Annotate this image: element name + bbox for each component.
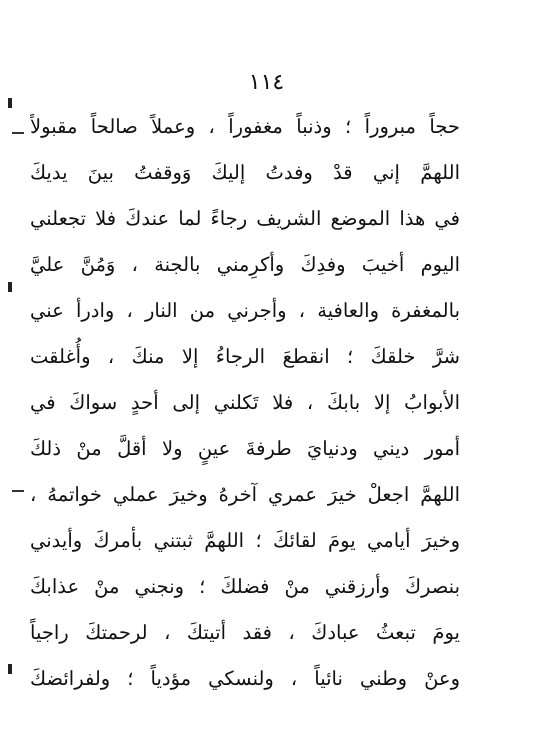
text-line: وعنْ وطني نائياً ، ولنسكي مؤدياً ؛ ولفرائضكَ [30,667,460,690]
text-line: حجاً مبروراً ؛ وذنباً مغفوراً ، وعملاً صالحاً مقبولاً [30,115,460,138]
margin-tick [12,132,24,134]
text-line: بالمغفرة والعافية ، وأجرني من النار ، وادرأ عني [30,299,460,322]
prayer-text-block [30,104,460,702]
margin-mark [8,282,12,292]
text-line: شرَّ خلقكَ ؛ انقطعَ الرجاءُ إلا منكَ ، وأُغلقت [30,345,460,368]
text-line: أمور ديني ودنيايَ طرفةَ عينٍ ولا أقلَّ منْ ذلكَ [30,437,460,460]
text-line: يومَ تبعثُ عبادكَ ، فقد أتيتكَ ، لرحمتكَ راجياً [30,621,460,644]
text-line: اللهمَّ اجعلْ خيرَ عمري آخرهُ وخيرَ عملي خواتمهُ ، [30,483,460,506]
page-number: ١١٤ [248,70,285,95]
text-line: اليوم أخيبَ وفدِكَ وأكرِمني بالجنة ، وَمُنَّ عليَّ [30,253,460,276]
text-line: وخيرَ أيامي يومَ لقائكَ ؛ اللهمَّ ثبتني بأمركَ وأيدني [30,529,460,552]
margin-tick [12,490,24,492]
margin-mark [8,98,12,108]
text-line: الأبوابُ إلا بابكَ ، فلا تَكلني إلى أحدٍ سواكَ في [30,391,460,414]
text-line: اللهمَّ إني قدْ وفدتُ إليكَ وَوقفتُ بينَ يديكَ [30,161,460,184]
text-line: في هذا الموضع الشريف رجاءً لما عندكَ فلا تجعلني [30,207,460,230]
margin-mark [8,664,12,674]
text-line: بنصركَ وأرزقني منْ فضلكَ ؛ ونجني منْ عذابكَ [30,575,460,598]
